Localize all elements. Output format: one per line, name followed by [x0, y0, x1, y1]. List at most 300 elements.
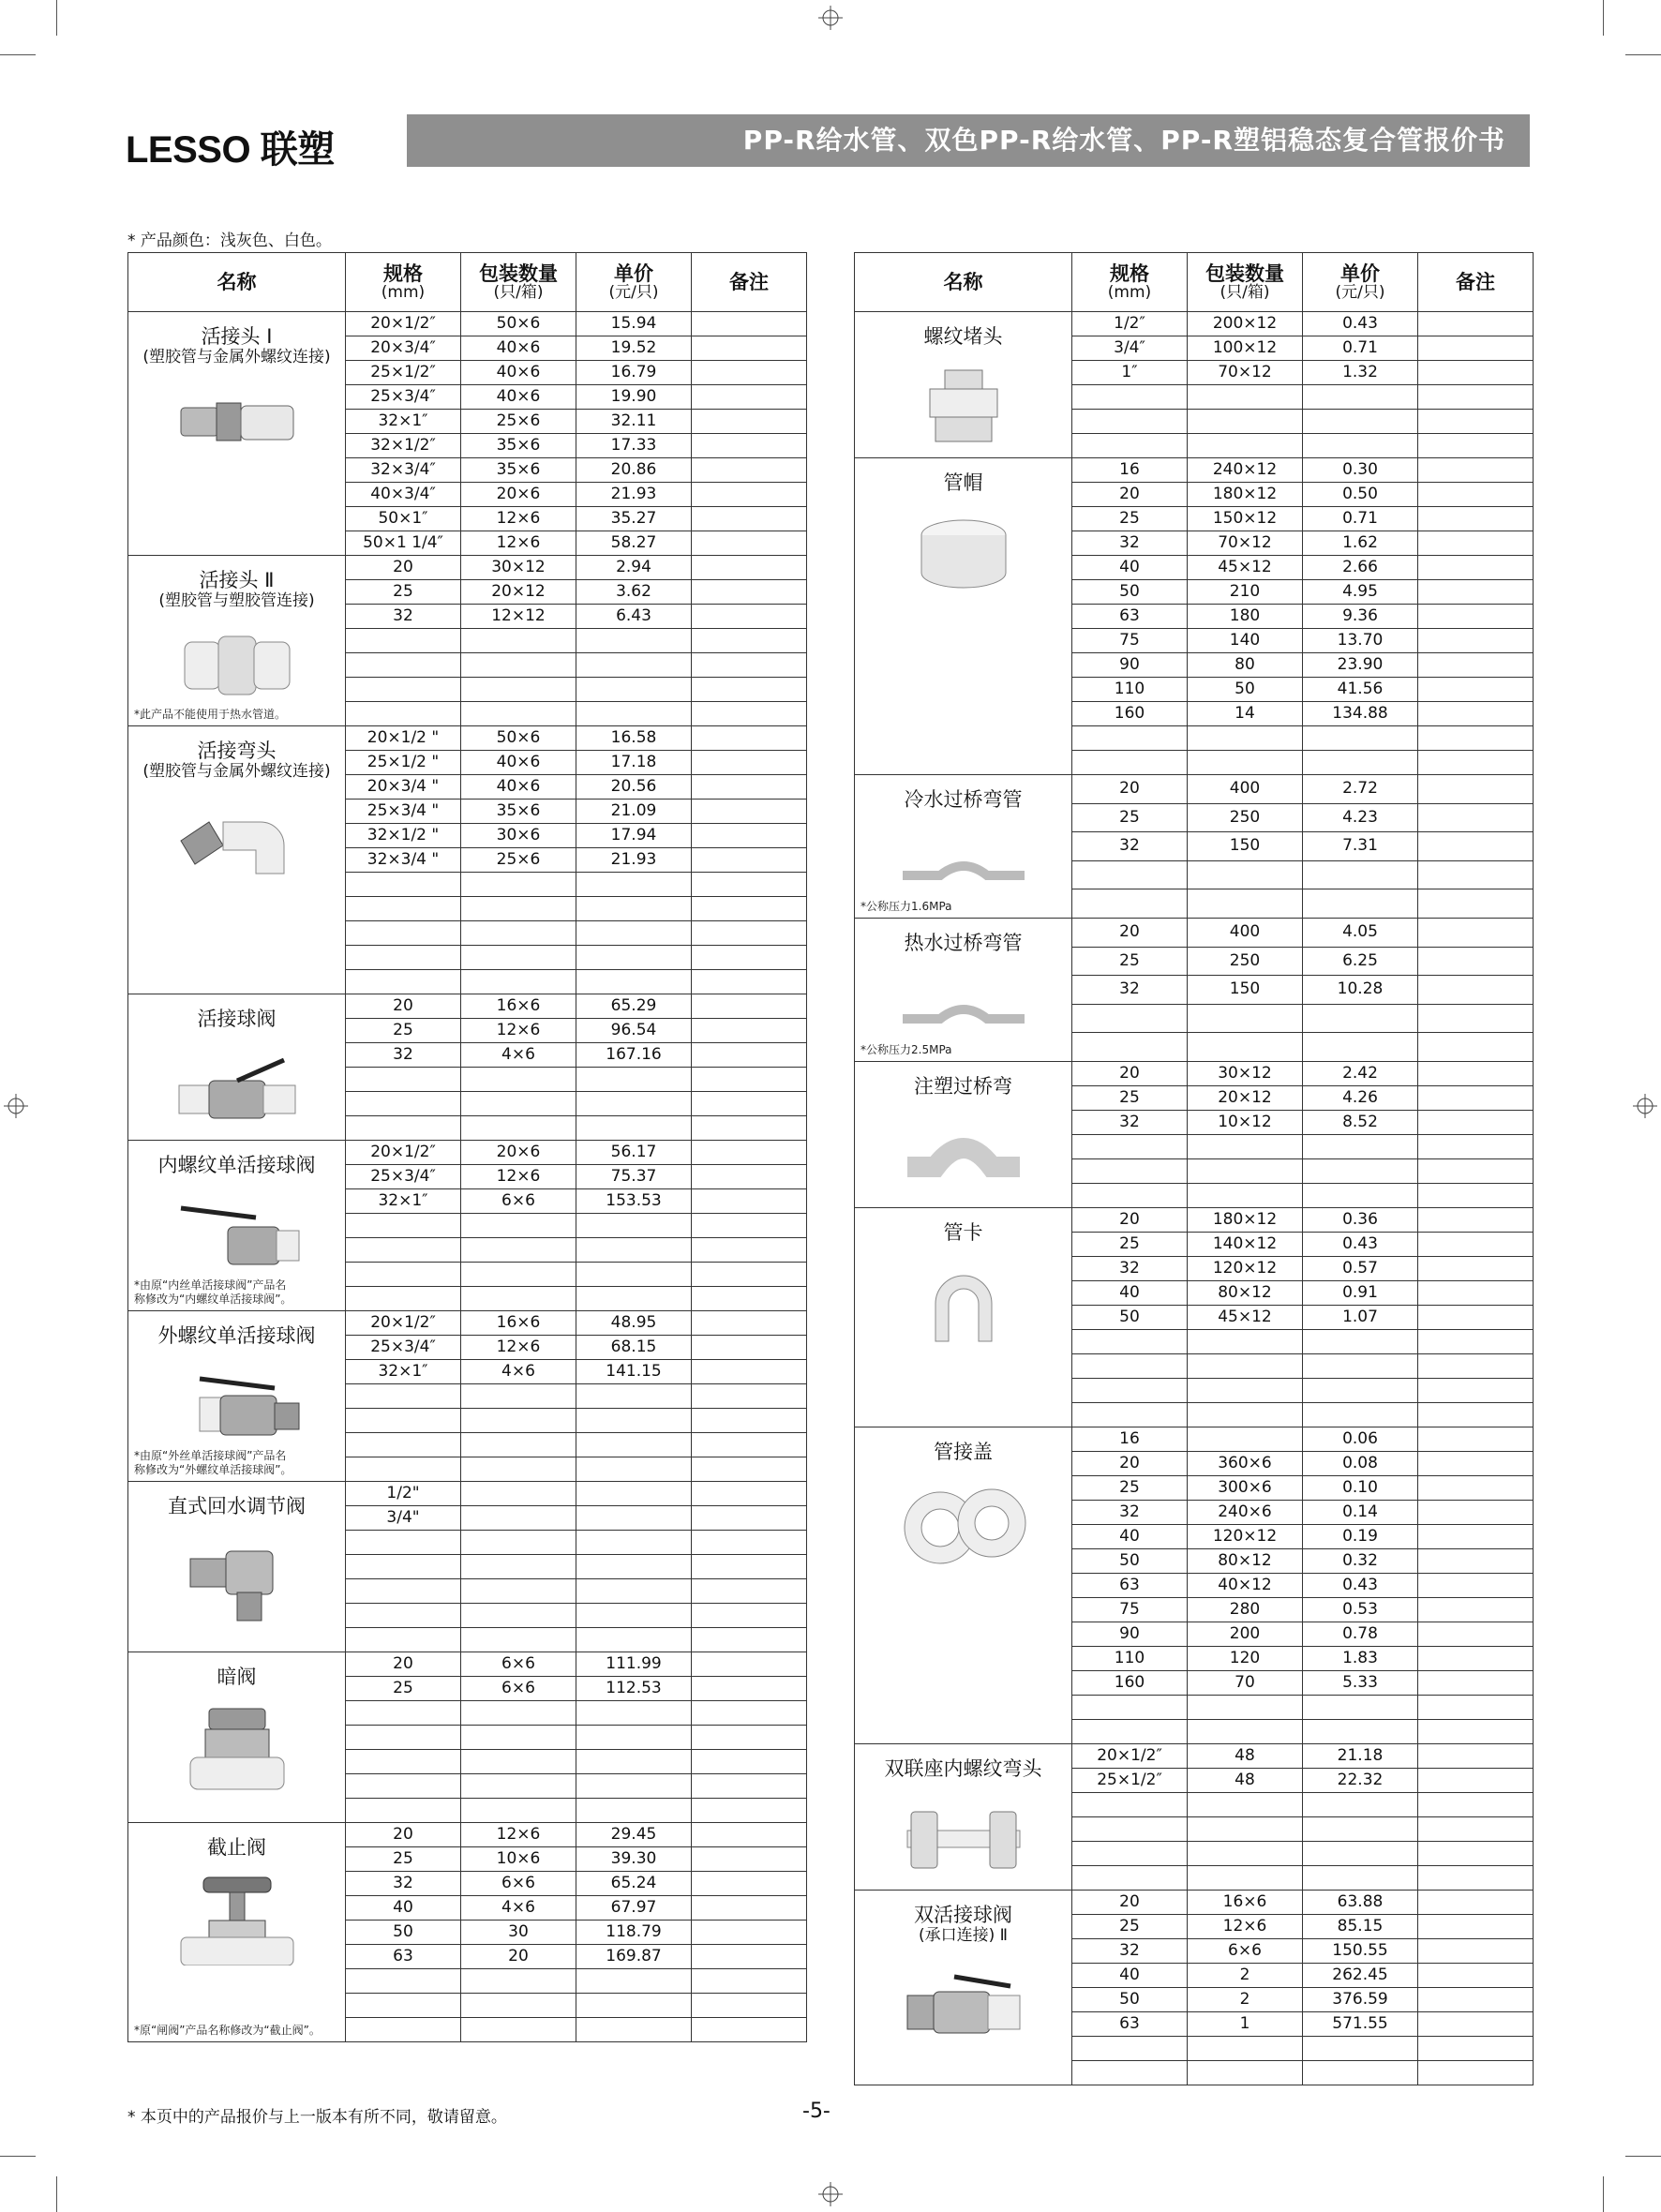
pack-cell: 6×6 [461, 1872, 576, 1896]
price-cell: 1.62 [1303, 531, 1418, 556]
price-cell [576, 1482, 692, 1506]
remark-cell [1418, 458, 1534, 483]
pack-cell [461, 1482, 576, 1506]
price-cell [576, 702, 692, 726]
spec-cell: 32 [1072, 531, 1188, 556]
product-description: (塑胶管与金属外螺纹连接) [142, 348, 331, 366]
pack-cell: 40×6 [461, 336, 576, 361]
pack-cell [1188, 1033, 1303, 1062]
spec-cell: 40 [1072, 1281, 1188, 1306]
product-description: (承口连接) Ⅱ [918, 1926, 1009, 1945]
spec-cell: 20 [346, 556, 461, 580]
remark-cell [1418, 1501, 1534, 1525]
pack-cell: 30×12 [461, 556, 576, 580]
spec-cell [346, 1774, 461, 1799]
product-description: (塑胶管与金属外螺纹连接) [142, 762, 331, 781]
remark-cell [692, 678, 807, 702]
spec-cell: 32×1/2″ [346, 434, 461, 458]
pack-cell: 250 [1188, 947, 1303, 976]
spec-cell [346, 921, 461, 946]
price-cell: 67.97 [576, 1896, 692, 1921]
product-cell [855, 312, 1072, 458]
remark-cell [692, 1555, 807, 1579]
spec-cell: 20 [1072, 1452, 1188, 1476]
pack-cell: 14 [1188, 702, 1303, 726]
pack-cell [1188, 2061, 1303, 2085]
product-name: 直式回水调节阀 [168, 1495, 306, 1517]
col-remark: 备注 [692, 253, 807, 312]
spec-cell: 40×3/4″ [346, 483, 461, 507]
remark-cell [692, 1360, 807, 1384]
table-row [128, 312, 807, 336]
remark-cell [1418, 1257, 1534, 1281]
product-cell [128, 1652, 346, 1823]
spec-cell [346, 1531, 461, 1555]
pack-cell [461, 1555, 576, 1579]
pack-cell: 12×6 [1188, 1915, 1303, 1939]
price-cell [576, 897, 692, 921]
spec-cell [346, 946, 461, 970]
price-cell: 41.56 [1303, 678, 1418, 702]
remark-cell [692, 1531, 807, 1555]
spec-cell [1072, 410, 1188, 434]
spec-cell [1072, 889, 1188, 919]
table-row [128, 1652, 807, 1677]
remark-cell [1418, 531, 1534, 556]
spec-cell: 25 [1072, 1476, 1188, 1501]
pack-cell: 50×6 [461, 726, 576, 751]
spec-cell: 40 [1072, 1964, 1188, 1988]
remark-cell [1418, 2061, 1534, 2085]
crop-mark [0, 54, 36, 55]
price-cell: 0.71 [1303, 336, 1418, 361]
price-cell [576, 946, 692, 970]
remark-cell [692, 897, 807, 921]
price-cell: 4.05 [1303, 919, 1418, 948]
remark-cell [692, 1579, 807, 1604]
price-cell: 0.78 [1303, 1622, 1418, 1647]
remark-cell [1418, 1842, 1534, 1866]
remark-cell [1418, 1062, 1534, 1086]
spec-cell [1072, 1004, 1188, 1033]
remark-cell [1418, 312, 1534, 336]
price-cell: 1.32 [1303, 361, 1418, 385]
spec-cell [1072, 1720, 1188, 1744]
spec-cell [346, 1579, 461, 1604]
price-cell: 65.29 [576, 994, 692, 1019]
remark-cell [692, 1506, 807, 1531]
price-cell: 19.52 [576, 336, 692, 361]
pack-cell: 140×12 [1188, 1233, 1303, 1257]
pack-cell: 20×12 [1188, 1086, 1303, 1111]
product-cell [855, 1427, 1072, 1744]
spec-cell [1072, 1793, 1188, 1817]
pack-cell [1188, 1135, 1303, 1159]
spec-cell [346, 1214, 461, 1238]
spec-cell: 20×3/4 " [346, 775, 461, 800]
spec-cell: 32×1″ [346, 1360, 461, 1384]
pack-cell: 2 [1188, 1964, 1303, 1988]
remark-cell [1418, 803, 1534, 832]
double-wall-elbow-icon [898, 1793, 1029, 1887]
remark-cell [692, 1628, 807, 1652]
pack-cell [1188, 1184, 1303, 1208]
pack-cell: 12×6 [461, 507, 576, 531]
price-cell [1303, 1720, 1418, 1744]
spec-cell: 3/4" [346, 1506, 461, 1531]
price-cell: 6.25 [1303, 947, 1418, 976]
remark-cell [692, 1604, 807, 1628]
remark-cell [1418, 1647, 1534, 1671]
pack-cell [461, 970, 576, 994]
remark-cell [1418, 1004, 1534, 1033]
spec-cell: 20 [1072, 775, 1188, 804]
remark-cell [692, 775, 807, 800]
pack-cell: 70×12 [1188, 361, 1303, 385]
table-header [128, 253, 807, 312]
remark-cell [1418, 1159, 1534, 1184]
price-cell: 20.56 [576, 775, 692, 800]
spec-cell [346, 1969, 461, 1994]
pack-cell [461, 1433, 576, 1457]
pack-cell [461, 1774, 576, 1799]
product-name: 活接头 Ⅰ [201, 325, 273, 348]
col-pack: 包装数量 (只/箱) [461, 253, 576, 312]
price-cell [576, 1774, 692, 1799]
spec-cell: 32 [1072, 1257, 1188, 1281]
spec-cell: 32 [346, 1043, 461, 1068]
pipe-clip-icon [898, 1257, 1029, 1351]
price-cell: 32.11 [576, 410, 692, 434]
price-cell: 4.95 [1303, 580, 1418, 605]
product-name: 活接球阀 [197, 1008, 277, 1030]
crop-mark [0, 2156, 36, 2157]
product-footnote: *公称压力2.5MPa [860, 1043, 952, 1056]
pack-cell: 50 [1188, 678, 1303, 702]
remark-cell [692, 336, 807, 361]
pack-cell: 12×6 [461, 1165, 576, 1189]
spec-cell: 32×3/4 " [346, 848, 461, 873]
spec-cell [346, 629, 461, 653]
price-cell [576, 1555, 692, 1579]
price-cell [576, 653, 692, 678]
remark-cell [1418, 1939, 1534, 1964]
product-name: 冷水过桥弯管 [904, 788, 1023, 811]
remark-cell [1418, 336, 1534, 361]
pack-cell: 45×12 [1188, 1306, 1303, 1330]
spec-cell [346, 1701, 461, 1726]
remark-cell [692, 1068, 807, 1092]
pack-cell [461, 1701, 576, 1726]
remark-cell [1418, 1452, 1534, 1476]
registration-mark-icon [818, 6, 843, 30]
price-cell: 19.90 [576, 385, 692, 410]
price-cell: 4.26 [1303, 1086, 1418, 1111]
price-cell [1303, 1817, 1418, 1842]
male-thread-ball-valve-icon [172, 1360, 303, 1454]
spec-cell: 25×3/4″ [346, 385, 461, 410]
page-number: -5- [802, 2100, 830, 2123]
price-cell: 0.53 [1303, 1598, 1418, 1622]
remark-cell [692, 2018, 807, 2042]
price-cell [576, 1263, 692, 1287]
product-cell [128, 312, 346, 556]
remark-cell [1418, 2037, 1534, 2061]
pack-cell: 300×6 [1188, 1476, 1303, 1501]
pack-cell: 4×6 [461, 1896, 576, 1921]
pack-cell [1188, 2037, 1303, 2061]
pack-cell [461, 1579, 576, 1604]
spec-cell [346, 1287, 461, 1311]
spec-cell: 75 [1072, 629, 1188, 653]
price-cell [576, 1726, 692, 1750]
spec-cell: 25 [1072, 1915, 1188, 1939]
spec-cell: 20×1/2″ [346, 1311, 461, 1336]
spec-cell: 20×1/2″ [346, 312, 461, 336]
spec-cell: 25 [346, 1019, 461, 1043]
spec-cell: 25×1/2 " [346, 751, 461, 775]
spec-cell: 1″ [1072, 361, 1188, 385]
spec-cell [346, 1384, 461, 1409]
remark-cell [1418, 385, 1534, 410]
remark-cell [1418, 1184, 1534, 1208]
pack-cell: 40×12 [1188, 1574, 1303, 1598]
price-cell: 48.95 [576, 1311, 692, 1336]
product-name: 管卡 [943, 1221, 983, 1244]
pack-cell [1188, 1379, 1303, 1403]
price-cell [576, 921, 692, 946]
spec-cell: 20×3/4″ [346, 336, 461, 361]
pack-cell [461, 946, 576, 970]
remark-cell [1418, 678, 1534, 702]
product-footnote: *原“闸阀”产品名称修改为“截止阀”。 [134, 2024, 321, 2037]
pack-cell: 12×6 [461, 1019, 576, 1043]
pack-cell [461, 1238, 576, 1263]
spec-cell: 25×1/2″ [1072, 1769, 1188, 1793]
price-cell: 0.36 [1303, 1208, 1418, 1233]
price-cell: 0.30 [1303, 458, 1418, 483]
pack-cell [461, 1506, 576, 1531]
remark-cell [1418, 775, 1534, 804]
pack-cell: 80×12 [1188, 1281, 1303, 1306]
product-name: 活接头 Ⅱ [199, 569, 275, 591]
remark-cell [1418, 1817, 1534, 1842]
remark-cell [1418, 434, 1534, 458]
remark-cell [1418, 1549, 1534, 1574]
spec-cell: 50 [346, 1921, 461, 1945]
registration-mark-icon [818, 2182, 843, 2206]
remark-cell [692, 653, 807, 678]
registration-mark-icon [1633, 1094, 1657, 1118]
col-name: 名称 [855, 253, 1072, 312]
spec-cell [1072, 1330, 1188, 1354]
spec-cell: 1/2" [346, 1482, 461, 1506]
pack-cell [461, 1750, 576, 1774]
spec-cell [346, 2018, 461, 2042]
spec-cell [346, 702, 461, 726]
pack-cell: 80×12 [1188, 1549, 1303, 1574]
product-cell [855, 1208, 1072, 1427]
spec-cell [1072, 1817, 1188, 1842]
pack-cell [461, 1604, 576, 1628]
col-price: 单价 (元/只) [1303, 253, 1418, 312]
price-cell: 1.07 [1303, 1306, 1418, 1330]
product-name: 内螺纹单活接球阀 [157, 1154, 316, 1176]
price-cell: 0.43 [1303, 1233, 1418, 1257]
price-cell: 111.99 [576, 1652, 692, 1677]
price-cell [1303, 1135, 1418, 1159]
spec-cell [1072, 434, 1188, 458]
price-cell: 2.72 [1303, 775, 1418, 804]
price-cell [576, 1287, 692, 1311]
pack-cell [461, 1799, 576, 1823]
spec-cell: 25×3/4″ [346, 1336, 461, 1360]
spec-cell: 25×1/2″ [346, 361, 461, 385]
pack-cell: 40×6 [461, 775, 576, 800]
price-cell: 23.90 [1303, 653, 1418, 678]
remark-cell [692, 1019, 807, 1043]
pack-cell: 180 [1188, 605, 1303, 629]
pack-cell: 30×6 [461, 824, 576, 848]
union-male-thread-icon [172, 380, 303, 473]
spec-cell: 25×3/4 " [346, 800, 461, 824]
price-cell: 0.19 [1303, 1525, 1418, 1549]
remark-cell [692, 1457, 807, 1482]
left-price-table [127, 252, 807, 2042]
table-row [128, 1482, 807, 1506]
price-cell: 8.52 [1303, 1111, 1418, 1135]
product-description: (塑胶管与塑胶管连接) [158, 591, 315, 610]
price-cell: 153.53 [576, 1189, 692, 1214]
spec-cell: 50 [1072, 580, 1188, 605]
pack-cell: 20 [461, 1945, 576, 1969]
price-cell: 21.18 [1303, 1744, 1418, 1769]
spec-cell: 3/4″ [1072, 336, 1188, 361]
pack-cell: 180×12 [1188, 483, 1303, 507]
price-cell: 2.42 [1303, 1062, 1418, 1086]
table-row [128, 726, 807, 751]
remark-cell [692, 1043, 807, 1068]
spec-cell: 75 [1072, 1598, 1188, 1622]
product-name: 螺纹堵头 [923, 325, 1003, 348]
pack-cell [461, 653, 576, 678]
pack-cell: 20×6 [461, 1141, 576, 1165]
price-cell [576, 1068, 692, 1092]
spec-cell [1072, 1696, 1188, 1720]
price-cell: 21.93 [576, 483, 692, 507]
spec-cell: 32×3/4″ [346, 458, 461, 483]
remark-cell [692, 824, 807, 848]
pack-cell: 12×6 [461, 531, 576, 556]
pack-cell: 10×12 [1188, 1111, 1303, 1135]
spec-cell: 25 [346, 1847, 461, 1872]
pack-cell [1188, 1696, 1303, 1720]
pack-cell: 4×6 [461, 1043, 576, 1068]
product-footnote: *公称压力1.6MPa [860, 900, 952, 913]
pack-cell: 210 [1188, 580, 1303, 605]
pack-cell [1188, 1159, 1303, 1184]
product-cell [128, 1482, 346, 1652]
product-cell [855, 1062, 1072, 1208]
remark-cell [692, 800, 807, 824]
remark-cell [1418, 556, 1534, 580]
price-cell: 22.32 [1303, 1769, 1418, 1793]
spec-cell: 25 [346, 580, 461, 605]
pack-cell [461, 1263, 576, 1287]
price-cell: 1.83 [1303, 1647, 1418, 1671]
pack-cell [461, 1969, 576, 1994]
molded-crossover-icon [898, 1111, 1029, 1204]
price-cell: 17.18 [576, 751, 692, 775]
pack-cell: 35×6 [461, 458, 576, 483]
spec-cell: 40 [1072, 556, 1188, 580]
pack-cell: 200×12 [1188, 312, 1303, 336]
spec-cell: 16 [1072, 458, 1188, 483]
pack-cell: 16×6 [461, 1311, 576, 1336]
pack-cell [461, 1092, 576, 1116]
table-row [855, 1891, 1534, 1915]
remark-cell [1418, 1379, 1534, 1403]
remark-cell [1418, 947, 1534, 976]
product-cell [855, 1744, 1072, 1891]
spec-cell: 25 [1072, 507, 1188, 531]
spec-cell [1072, 1403, 1188, 1427]
remark-cell [1418, 751, 1534, 775]
remark-cell [1418, 483, 1534, 507]
table-row [128, 994, 807, 1019]
price-cell [1303, 1842, 1418, 1866]
product-cell [128, 1311, 346, 1482]
remark-cell [1418, 1866, 1534, 1891]
price-cell: 6.43 [576, 605, 692, 629]
spec-cell: 90 [1072, 653, 1188, 678]
price-cell [1303, 726, 1418, 751]
pack-cell [461, 1287, 576, 1311]
remark-cell [692, 970, 807, 994]
price-cell: 2.94 [576, 556, 692, 580]
remark-cell [1418, 1354, 1534, 1379]
remark-cell [1418, 1891, 1534, 1915]
pack-cell: 20×12 [461, 580, 576, 605]
price-cell [1303, 385, 1418, 410]
female-thread-ball-valve-icon [172, 1189, 303, 1283]
price-cell: 15.94 [576, 312, 692, 336]
remark-cell [692, 1847, 807, 1872]
color-note: * 产品颜色：浅灰色、白色。 [127, 232, 332, 250]
thread-plug-icon [898, 361, 1029, 455]
spec-cell: 20 [346, 994, 461, 1019]
spec-cell [346, 678, 461, 702]
product-name: 双活接球阀 [914, 1904, 1012, 1926]
pack-cell: 120×12 [1188, 1257, 1303, 1281]
spec-cell [1072, 751, 1188, 775]
price-cell [576, 678, 692, 702]
remark-cell [1418, 1964, 1534, 1988]
price-cell [1303, 889, 1418, 919]
product-cell [855, 1891, 1072, 2085]
pack-cell [461, 702, 576, 726]
remark-cell [1418, 976, 1534, 1005]
price-cell: 17.94 [576, 824, 692, 848]
table-row [855, 775, 1534, 804]
page-title: PP-R给水管、双色PP-R给水管、PP-R塑铝稳态复合管报价书 [407, 114, 1530, 167]
remark-cell [692, 1092, 807, 1116]
product-name: 暗阀 [217, 1666, 257, 1688]
concealed-valve-icon [172, 1701, 303, 1795]
union-plastic-icon [172, 623, 303, 717]
pack-cell [461, 1214, 576, 1238]
price-cell [1303, 1866, 1418, 1891]
